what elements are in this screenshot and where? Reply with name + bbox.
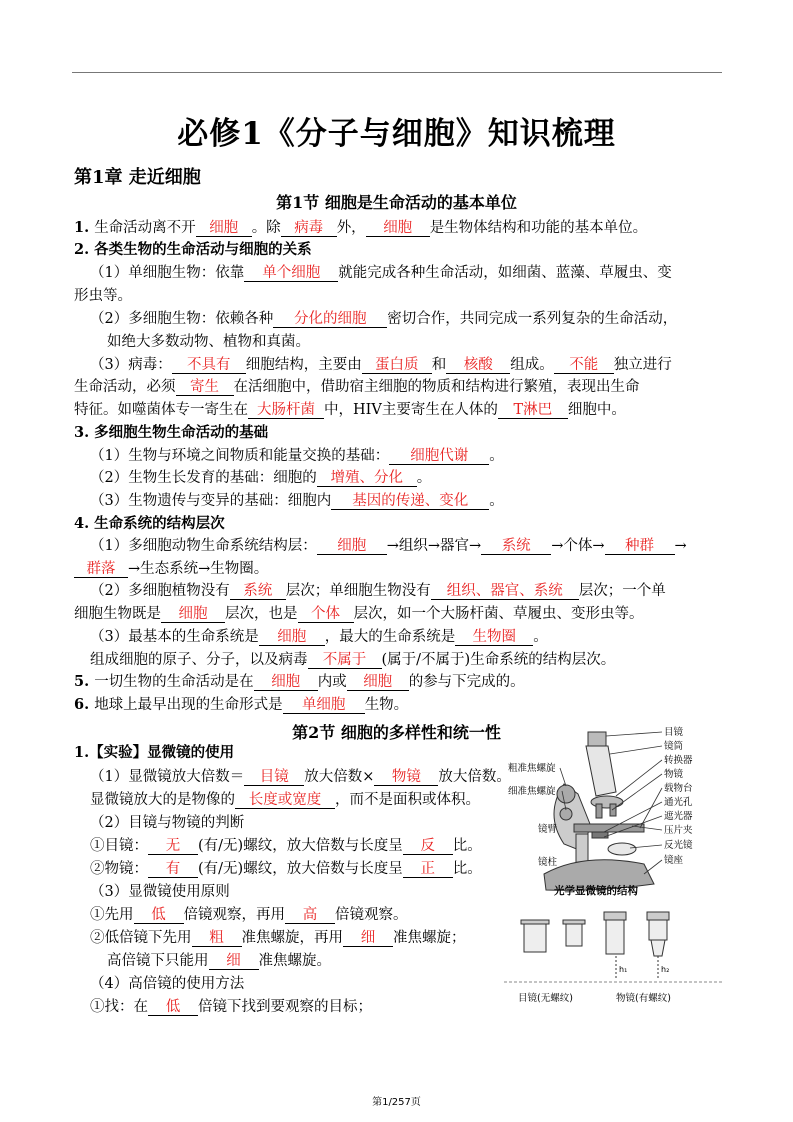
answer-blank: 细胞 [366, 220, 430, 237]
label-objective-lenses: 物镜(有螺纹) [616, 993, 671, 1004]
text-line [90, 355, 672, 375]
text-run: 。 [533, 629, 548, 645]
answer-blank: 生物圈 [455, 629, 533, 646]
answer-blank: 细 [343, 930, 393, 947]
text-run: 在活细胞中，借助宿主细胞的物质和结构进行繁殖，表现出生命 [233, 379, 640, 395]
label-clips: 压片夹 [664, 825, 693, 836]
answer-blank: 细 [209, 953, 259, 970]
answer-blank: 细胞 [317, 538, 387, 555]
answer-blank: 个体 [298, 606, 354, 623]
text-line [90, 536, 687, 556]
microscope-icon [544, 732, 654, 890]
label-h2: h₂ [661, 965, 670, 974]
text-run: → [674, 538, 687, 554]
text-run: （1）单细胞生物：依靠 [90, 265, 245, 281]
text-run: (有/无)螺纹，放大倍数与长度呈 [198, 861, 403, 877]
text-line [90, 263, 672, 283]
answer-blank: 不能 [554, 357, 614, 374]
text-run: →组织→器官→ [386, 538, 482, 554]
text-run: 形虫等。 [74, 288, 132, 304]
text-run: 独立进行 [613, 357, 672, 373]
text-run: 。 [416, 470, 432, 486]
text-run: (有/无)螺纹，放大倍数与长度呈 [198, 838, 403, 854]
text-line [90, 859, 482, 879]
text-line [90, 905, 408, 925]
answer-blank: 长度或宽度 [235, 792, 335, 809]
answer-blank: 核酸 [446, 357, 510, 374]
text-run: 如绝大多数动物、植物和真菌。 [107, 334, 310, 350]
text-run: 3. 多细胞生物生命活动的基础 [74, 424, 269, 441]
answer-blank: 高 [285, 907, 335, 924]
text-run: 细胞生物既是 [74, 606, 161, 622]
text-run: 倍镜下找到要观察的目标； [198, 999, 372, 1015]
text-run: （2）目镜与物镜的判断 [90, 815, 245, 831]
answer-blank: 组织、器官、系统 [431, 583, 579, 600]
text-run: (属于/不属于)生命系统的结构层次。 [381, 652, 616, 668]
text-line [74, 514, 225, 534]
text-run: 层次；一个单 [578, 583, 666, 599]
label-aperture: 通光孔 [664, 797, 693, 808]
text-run: ，而不是面积或体积。 [335, 792, 480, 808]
text-line [90, 446, 504, 466]
text-run: 准焦螺旋。 [258, 953, 331, 969]
answer-blank: 病毒 [281, 220, 337, 237]
text-line [74, 743, 234, 763]
figure-caption: 光学显微镜的结构 [554, 885, 638, 897]
text-run: 细胞结构，主要由 [245, 357, 362, 373]
label-stage: 载物台 [664, 783, 693, 794]
text-line [90, 997, 372, 1017]
answer-blank: 无 [148, 838, 198, 855]
answer-blank: 有 [148, 861, 198, 878]
page-footer: 第1/257页 [372, 1097, 421, 1108]
answer-blank: 蛋白质 [362, 357, 432, 374]
label-eyepiece: 目镜 [664, 727, 684, 738]
answer-blank: 低 [148, 999, 198, 1016]
answer-blank: 细胞 [161, 606, 225, 623]
answer-blank: T淋巴 [498, 402, 568, 419]
text-run: （1）多细胞动物生命系统结构层： [90, 538, 317, 554]
text-run: 放大倍数× [304, 769, 375, 785]
text-line [90, 309, 677, 329]
text-line [74, 218, 647, 238]
text-line [74, 604, 644, 624]
text-line [90, 790, 480, 810]
label-mirror: 反光镜 [664, 840, 693, 851]
text-line [74, 423, 268, 443]
text-run: （1）生物与环境之间物质和能量交换的基础： [90, 448, 390, 464]
text-run: 准焦螺旋，再用 [241, 930, 343, 946]
text-run: →生态系统→生物圈。 [128, 561, 269, 577]
text-run: 。 [489, 448, 504, 464]
label-nosepiece: 转换器 [664, 755, 693, 766]
answer-blank: 正 [403, 861, 453, 878]
microscope-figure [504, 724, 732, 1009]
text-line [90, 581, 666, 601]
text-run: 就能完成各种生命活动，如细菌、蓝藻、草履虫、变 [338, 265, 672, 281]
text-run: 比。 [452, 861, 482, 877]
header-rule [72, 72, 722, 73]
text-run: 准焦螺旋； [393, 930, 466, 946]
answer-blank: 细胞 [254, 674, 318, 691]
text-run: 一切生物的生命活动是在 [94, 674, 254, 690]
text-run: （2）多细胞生物：依赖各种 [90, 311, 274, 327]
text-line [107, 332, 310, 352]
text-run: 外， [336, 220, 366, 236]
text-line [90, 767, 511, 787]
label-fine: 细准焦螺旋 [508, 786, 556, 797]
text-line [74, 672, 525, 692]
answer-blank: 系统 [481, 538, 551, 555]
text-line [90, 468, 431, 488]
text-run: ①找：在 [90, 999, 148, 1015]
answer-blank: 不属于 [308, 652, 382, 669]
text-run: （3）病毒： [90, 357, 172, 373]
text-run: 6. [74, 696, 95, 713]
text-run: 倍镜观察，再用 [183, 907, 285, 923]
text-run: 放大倍数。 [438, 769, 511, 785]
label-coarse: 粗准焦螺旋 [508, 763, 556, 774]
text-run: 中，HIV主要寄生在人体的 [324, 402, 498, 418]
text-run: 生命活动离不开 [94, 220, 196, 236]
answer-blank: 种群 [605, 538, 675, 555]
text-run: 层次，也是 [225, 606, 298, 622]
answer-blank: 群落 [74, 561, 128, 578]
text-run: ①先用 [90, 907, 134, 923]
text-line [74, 695, 408, 715]
answer-blank: 系统 [230, 583, 286, 600]
text-run: 内或 [317, 674, 347, 690]
text-run: 5. [74, 673, 95, 690]
text-run: ②低倍镜下先用 [90, 930, 192, 946]
answer-blank: 大肠杆菌 [248, 402, 324, 419]
section-heading-2: 第2节 细胞的多样性和统一性 [292, 723, 501, 742]
text-run: 比。 [452, 838, 482, 854]
answer-blank: 目镜 [244, 769, 304, 786]
text-run: 2. 各类生物的生命活动与细胞的关系 [74, 241, 312, 258]
text-run: （2）多细胞植物没有 [90, 583, 230, 599]
text-line [90, 928, 466, 948]
text-run: 组成。 [510, 357, 554, 373]
answer-blank: 分化的细胞 [273, 311, 387, 328]
label-pillar: 镜柱 [538, 857, 558, 868]
text-run: 1.【实验】显微镜的使用 [74, 744, 235, 761]
text-run: 密切合作，共同完成一系列复杂的生命活动， [387, 311, 678, 327]
text-run: 组成细胞的原子、分子，以及病毒 [90, 652, 308, 668]
text-run: 。 [489, 493, 504, 509]
answer-blank: 低 [134, 907, 184, 924]
label-diaphragm: 遮光器 [664, 811, 693, 822]
text-line [74, 559, 268, 579]
text-run: （4）高倍镜的使用方法 [90, 976, 245, 992]
text-run: （1）显微镜放大倍数＝ [90, 769, 245, 785]
text-run: 生命活动，必须 [74, 379, 176, 395]
page-title: 必修1《分子与细胞》知识梳理 [177, 116, 616, 152]
text-run: 特征。如噬菌体专一寄生在 [74, 402, 248, 418]
text-line [74, 286, 132, 306]
text-run: 。除 [251, 220, 281, 236]
answer-blank: 细胞 [259, 629, 325, 646]
answer-blank: 单个细胞 [244, 265, 338, 282]
text-run: →个体→ [551, 538, 605, 554]
label-eyepiece-lenses: 目镜(无螺纹) [518, 993, 573, 1004]
text-run: 显微镜放大的是物像的 [90, 792, 235, 808]
text-run: 层次，如一个大肠杆菌、草履虫、变形虫等。 [353, 606, 644, 622]
text-line [90, 491, 504, 511]
text-run: （3）显微镜使用原则 [90, 884, 230, 900]
text-run: 是生物体结构和功能的基本单位。 [429, 220, 648, 236]
label-arm: 镜臂 [538, 824, 558, 835]
answer-blank: 增殖、分化 [317, 470, 417, 487]
text-run: 细胞中。 [567, 402, 626, 418]
text-line [90, 974, 244, 994]
answer-blank: 细胞代谢 [389, 448, 489, 465]
text-run: 4. 生命系统的结构层次 [74, 515, 225, 532]
section-heading-1: 第1节 细胞是生命活动的基本单位 [276, 193, 517, 212]
chapter-heading: 第1章 走近细胞 [74, 167, 201, 188]
lens-comparison [504, 912, 724, 982]
text-run: 的参与下完成的。 [408, 674, 525, 690]
text-line [74, 400, 626, 420]
answer-blank: 细胞 [196, 220, 252, 237]
text-line [90, 813, 244, 833]
text-run: 倍镜观察。 [335, 907, 408, 923]
text-run: 1. [74, 219, 95, 236]
text-run: （3）最基本的生命系统是 [90, 629, 259, 645]
text-line [90, 627, 548, 647]
label-tube: 镜筒 [664, 741, 684, 752]
text-run: 高倍镜下只能用 [107, 953, 209, 969]
answer-blank: 细胞 [347, 674, 409, 691]
text-run: （2）生物生长发育的基础：细胞的 [90, 470, 317, 486]
text-run: ②物镜： [90, 861, 148, 877]
text-line [90, 650, 615, 670]
text-run: 和 [431, 357, 447, 373]
text-line [107, 951, 331, 971]
answer-blank: 单细胞 [283, 697, 365, 714]
text-run: ，最大的生命系统是 [324, 629, 456, 645]
text-run: 层次；单细胞生物没有 [285, 583, 431, 599]
answer-blank: 反 [403, 838, 453, 855]
text-line [74, 377, 640, 397]
text-run: 地球上最早出现的生命形式是 [94, 697, 283, 713]
text-line [90, 836, 482, 856]
text-run: ①目镜： [90, 838, 148, 854]
answer-blank: 寄生 [176, 379, 234, 396]
text-run: （3）生物遗传与变异的基础：细胞内 [90, 493, 332, 509]
label-base: 镜座 [664, 855, 684, 866]
text-run: 生物。 [364, 697, 409, 713]
answer-blank: 物镜 [374, 769, 438, 786]
answer-blank: 粗 [192, 930, 242, 947]
text-line [74, 240, 312, 260]
text-line [90, 882, 230, 902]
label-h1: h₁ [619, 965, 628, 974]
answer-blank: 基因的传递、变化 [331, 493, 489, 510]
answer-blank: 不具有 [172, 357, 246, 374]
label-objective: 物镜 [664, 769, 684, 780]
